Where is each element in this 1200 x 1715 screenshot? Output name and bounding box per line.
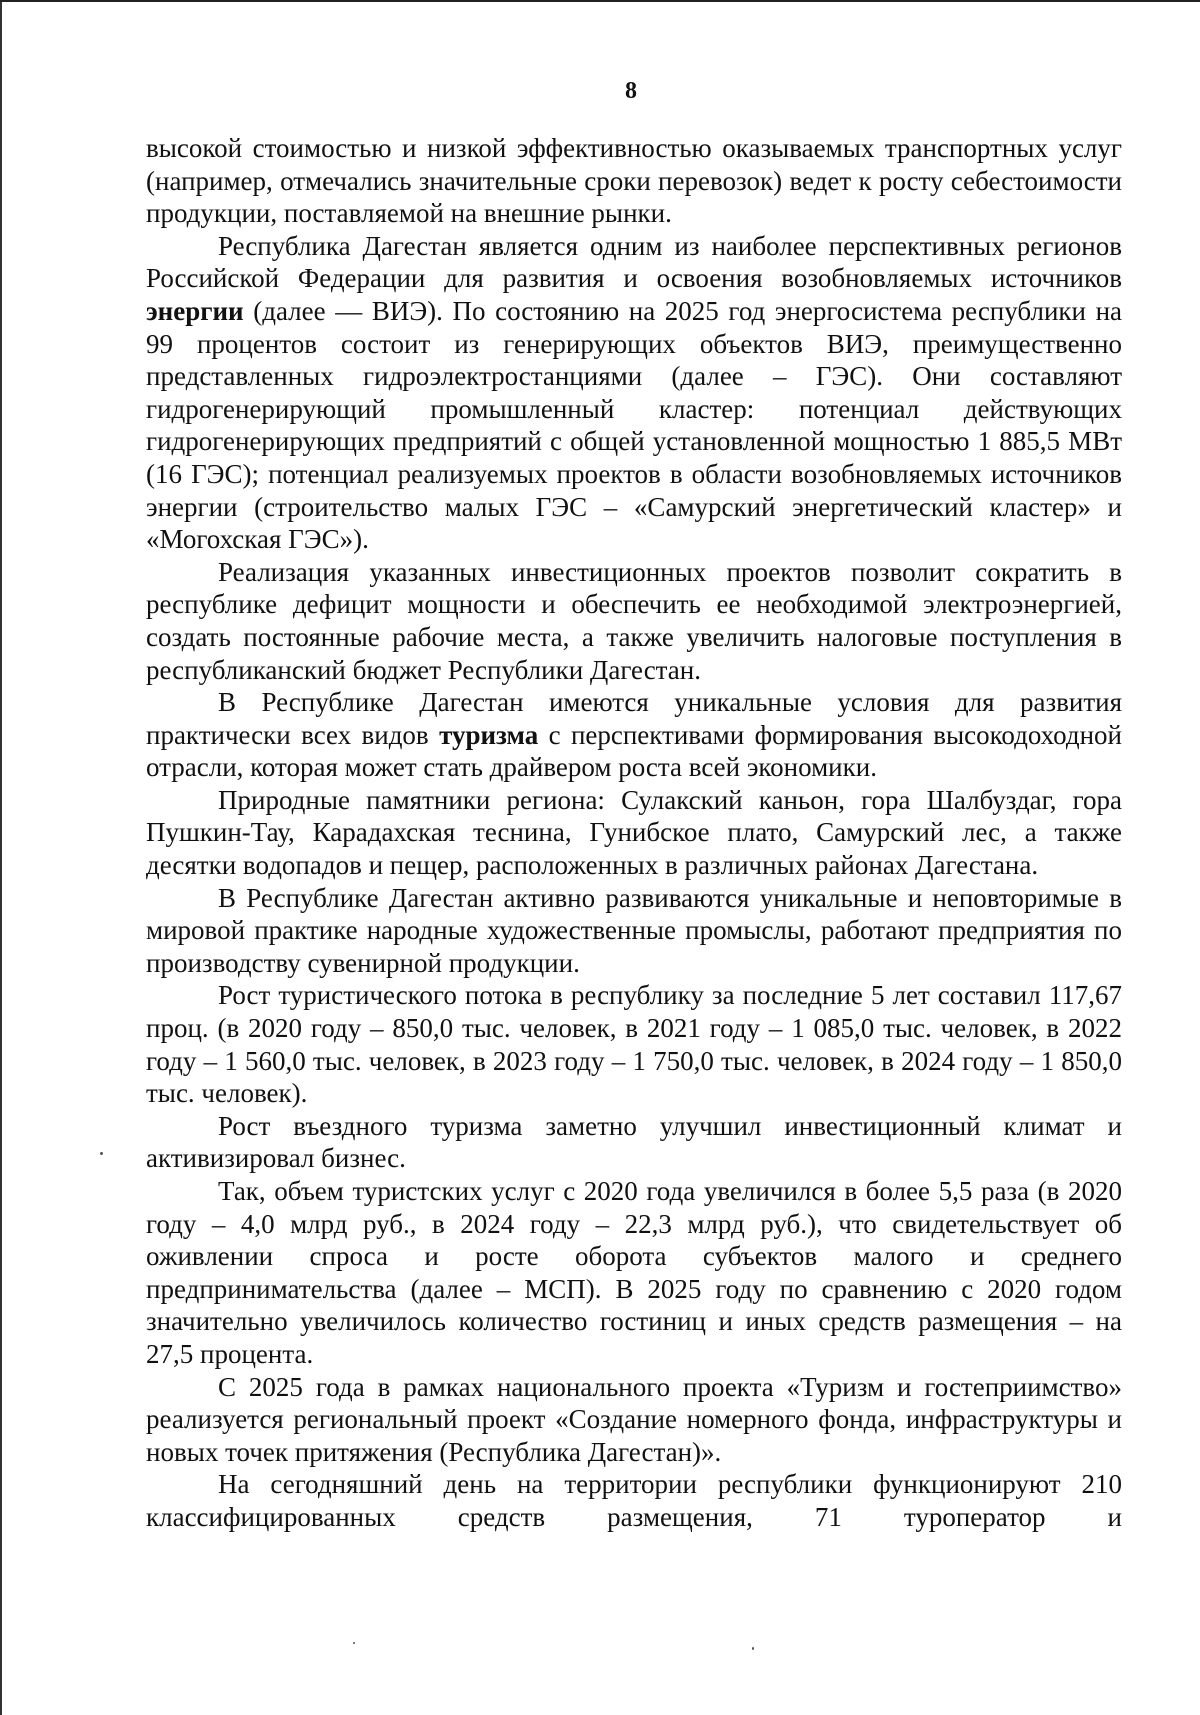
paragraph-tourist-flow: Рост туристического потока в республику за последние 5 лет составил 117,67 проц. (в 2020 году – 850,0 тыс. человек, в 2021 году – 1 085,0 тыс. человек, в 2022 году – 1 560,0 тыс. человек, в 2023 году – 1 750,0 тыс. человек, в 2024 году – 1 850,0 тыс. человек). — [146, 980, 1122, 1109]
paragraph-tourist-services: Так, объем туристских услуг с 2020 года увеличился в более 5,5 раза (в 2020 году – 4,0 млрд руб., в 2024 году – 22,3 млрд руб.), что свидетельствует об оживлении спроса и росте оборота субъектов малого и среднего предпринимательства (далее – МСП). В 2025 году по сравнению с 2020 годом значительно увеличилось количество гостиниц и иных средств размещения – на 27,5 процента. — [146, 1176, 1122, 1369]
paragraph-natural-monuments: Природные памятники региона: Сулакский каньон, гора Шалбуздаг, гора Пушкин-Тау, Карадахская теснина, Гунибское плато, Самурский лес, а также десятки водопадов и пещер, расположенных в различных районах Дагестана. — [146, 784, 1122, 881]
paragraph-investment-projects: Реализация указанных инвестиционных проектов позволит сократить в республике дефицит мощности и обеспечить ее необходимой электроэнергией, создать постоянные рабочие места, а также увеличить налоговые поступления в республиканский бюджет Республики Дагестан. — [146, 556, 1122, 685]
paragraph-renewable-energy — [146, 230, 1122, 556]
bold-term-energy: энергии — [146, 295, 244, 326]
page-number: 8 — [625, 78, 637, 104]
scan-speck — [752, 1647, 754, 1650]
paragraph-text: В Республике Дагестан имеются уникальные условия для развития практически всех видов — [146, 687, 1122, 750]
scan-speck — [353, 1642, 355, 1644]
paragraph-accommodation-count: На сегодняшний день на территории республики функционируют 210 классифицированных средств размещения, 71 туроператор и — [146, 1469, 1122, 1532]
bold-term-tourism: туризма — [439, 719, 539, 750]
paragraph-inbound-tourism: Рост въездного туризма заметно улучшил инвестиционный климат и активизировал бизнес. — [146, 1110, 1122, 1174]
paragraph-text: Республика Дагестан является одним из наиболее перспективных регионов Российской Федерации для развития и освоения возобновляемых источников — [146, 230, 1122, 294]
document-body — [146, 132, 1122, 1534]
scan-speck — [100, 1152, 103, 1155]
paragraph-text: (далее — ВИЭ). По состоянию на 2025 год энергосистема республики на 99 процентов состоит из генерирующих объектов ВИЭ, преимущественно представленных гидроэлектростанциями (далее – ГЭС). Они составляют гидрогенерирующий промышленный кластер: потенциал действующих гидрогенерирующих предприятий с общей установленной мощностью 1 885,5 МВт (16 ГЭС); потенциал реализуемых проектов в области возобновляемых источников энергии (строительство малых ГЭС – «Самурский энергетический кластер» и «Могохская ГЭС»). — [146, 295, 1122, 555]
paragraph-folk-crafts: В Республике Дагестан активно развиваются уникальные и неповторимые в мировой практике народные художественные промыслы, работают предприятия по производству сувенирной продукции. — [146, 882, 1122, 978]
paragraph-text: с перспективами формирования высокодоходной отрасли, которая может стать драйвером роста всей экономики. — [146, 719, 1122, 783]
paragraph-transport-costs: высокой стоимостью и низкой эффективностью оказываемых транспортных услуг (например, отмечались значительные сроки перевозок) ведет к росту себестоимости продукции, поставляемой на внешние рынки. — [146, 133, 1122, 229]
scan-edge — [0, 2, 2, 1715]
paragraph-tourism-conditions — [146, 686, 1122, 784]
paragraph-national-project: С 2025 года в рамках национального проекта «Туризм и гостеприимство» реализуется региональный проект «Создание номерного фонда, инфраструктуры и новых точек притяжения (Республика Дагестан)». — [146, 1371, 1122, 1467]
